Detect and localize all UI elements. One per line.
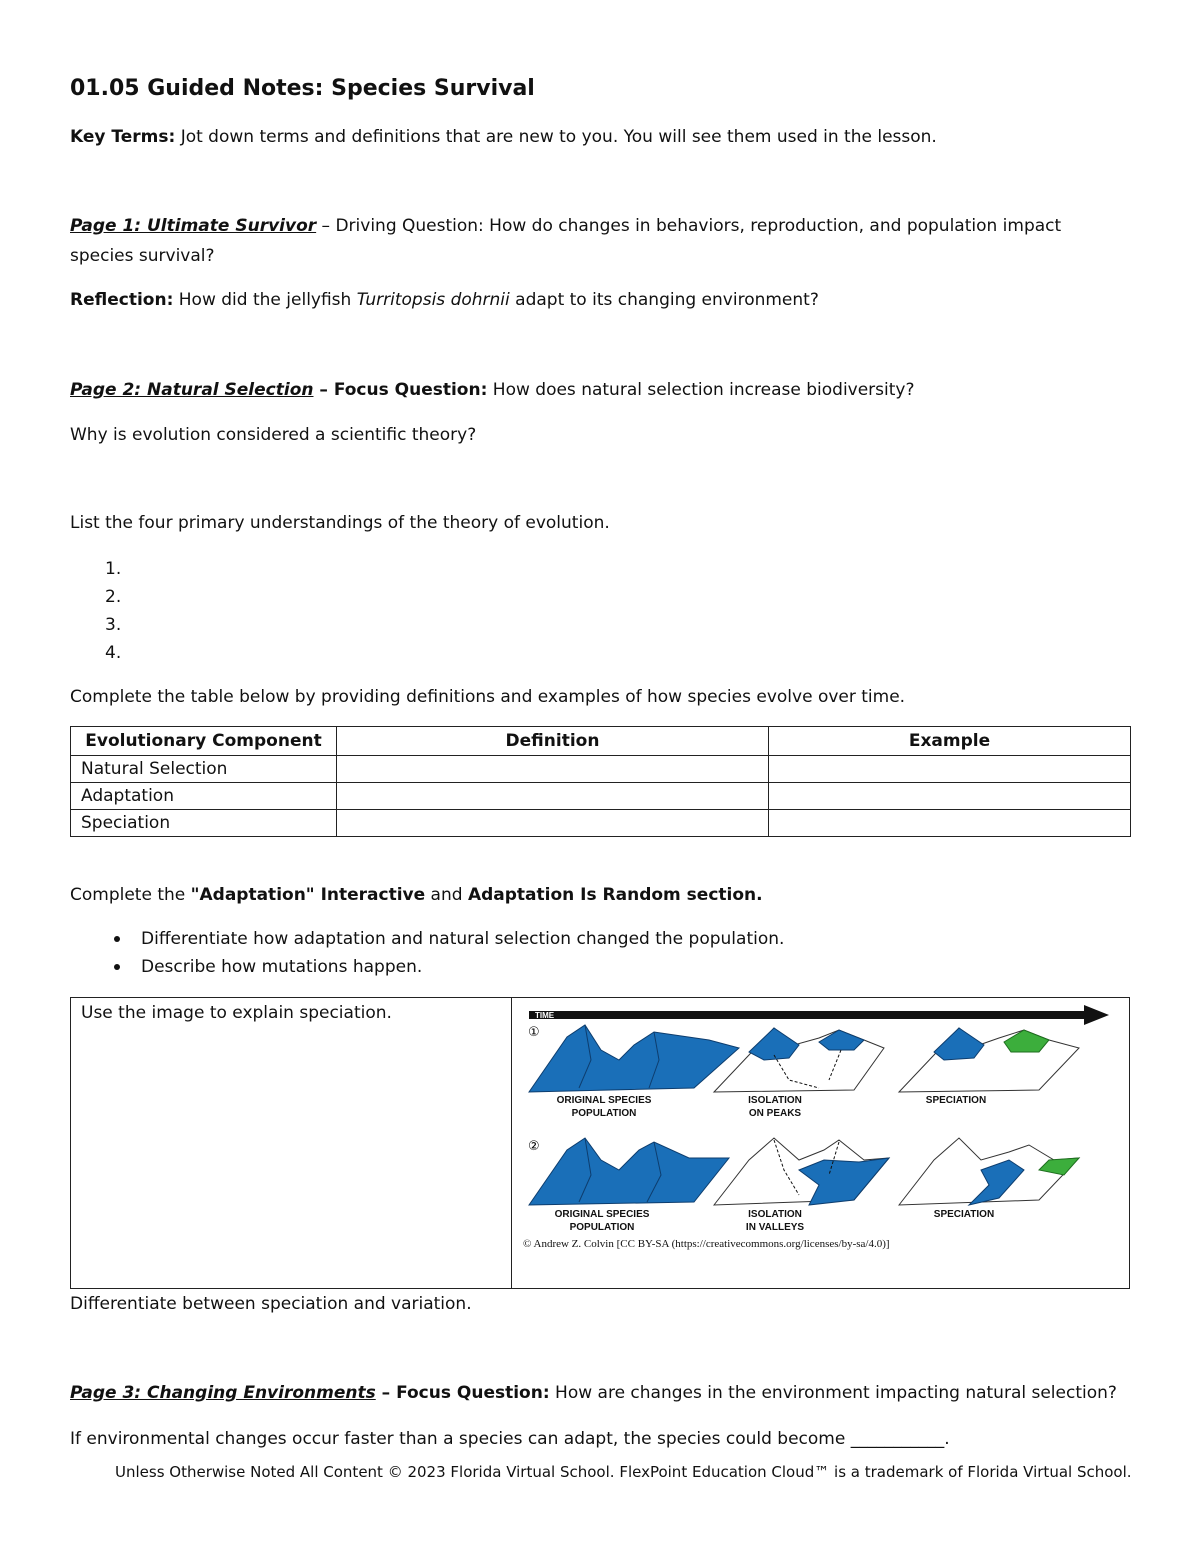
bullet-icon	[114, 964, 120, 970]
key-terms-text: Jot down terms and definitions that are new to you. You will see them used in the lesson.	[175, 127, 937, 147]
table-header: Definition	[337, 727, 769, 756]
reflection-pre: How did the jellyfish	[173, 290, 357, 310]
diff-question: Differentiate between speciation and variation.	[70, 1294, 472, 1314]
table-cell: Adaptation	[71, 783, 337, 810]
footer: Unless Otherwise Noted All Content © 2023 Florida Virtual School. FlexPoint Education Cloud™ is a trademark of Florida Virtual School.	[115, 1463, 1132, 1481]
reflection-post: adapt to its changing environment?	[509, 290, 819, 310]
label-original-1: ORIGINAL SPECIES POPULATION	[556, 1095, 652, 1119]
table-prompt: Complete the table below by providing definitions and examples of how species evolve over time.	[70, 687, 906, 707]
label-original-2: ORIGINAL SPECIES POPULATION	[554, 1209, 650, 1233]
label-speciation-2: SPECIATION	[933, 1209, 995, 1220]
label-speciation-1: SPECIATION	[925, 1095, 987, 1106]
bullet-item: Differentiate how adaptation and natural selection changed the population.	[141, 929, 785, 949]
marker-1: ①	[528, 1025, 540, 1040]
time-arrow	[529, 1005, 1109, 1025]
page2-focus-text: How does natural selection increase biodiversity?	[487, 380, 915, 400]
fill-blank: If environmental changes occur faster than a species can adapt, the species could become ___________.	[70, 1429, 950, 1449]
table-cell: Natural Selection	[71, 756, 337, 783]
row2-speciation	[899, 1138, 1079, 1205]
page2-dash: –	[313, 380, 334, 400]
marker-2: ②	[528, 1139, 540, 1154]
interactive-line	[70, 885, 763, 905]
example-cell[interactable]	[769, 783, 1131, 810]
answer-area[interactable]	[81, 1030, 491, 1280]
list-item: 2.	[105, 587, 122, 607]
page1-question-line2: species survival?	[70, 246, 215, 266]
why-question: Why is evolution considered a scientific theory?	[70, 425, 477, 445]
list-prompt: List the four primary understandings of the theory of evolution.	[70, 513, 610, 533]
label-isolation-peaks: ISOLATION ON PEAKS	[748, 1095, 802, 1119]
page2-heading: Page 2: Natural Selection	[70, 380, 314, 400]
definition-cell[interactable]	[337, 756, 769, 783]
bullet-item: Describe how mutations happen.	[141, 957, 423, 977]
reflection-label: Reflection:	[70, 290, 174, 310]
definition-cell[interactable]	[337, 810, 769, 837]
page3-dash: –	[375, 1383, 397, 1403]
row1-speciation	[899, 1028, 1079, 1092]
page3-heading-line	[70, 1383, 1117, 1403]
table-header: Example	[769, 727, 1131, 756]
interactive-mid: and	[425, 885, 468, 905]
table-row	[71, 756, 1131, 783]
bullet-icon	[114, 936, 120, 942]
image-prompt: Use the image to explain speciation.	[81, 1003, 392, 1023]
interactive-pre: Complete the	[70, 885, 191, 905]
row1-original-population	[529, 1025, 739, 1092]
reflection-species: Turritopsis dohrnii	[356, 290, 510, 310]
table-header-row	[71, 727, 1131, 756]
key-terms-line	[70, 127, 937, 147]
image-credit: © Andrew Z. Colvin [CC BY-SA (https://creativecommons.org/licenses/by-sa/4.0)]	[523, 1238, 890, 1250]
list-item: 3.	[105, 615, 122, 635]
row1-isolation-peaks	[714, 1028, 884, 1092]
example-cell[interactable]	[769, 810, 1131, 837]
page1-question-line1: Driving Question: How do changes in behaviors, reproduction, and population impact	[335, 216, 1062, 236]
page3-heading: Page 3: Changing Environments	[70, 1383, 376, 1403]
reflection-line	[70, 290, 819, 310]
evolution-table	[70, 726, 1131, 837]
row2-isolation-valleys	[714, 1138, 889, 1205]
page1-heading: Page 1: Ultimate Survivor	[70, 216, 317, 236]
table-row	[71, 810, 1131, 837]
page1-heading-line	[70, 216, 1061, 236]
interactive-bold-1: "Adaptation" Interactive	[190, 885, 426, 905]
table-row	[71, 783, 1131, 810]
page3-focus-label: Focus Question:	[396, 1383, 550, 1403]
label-isolation-valleys: ISOLATION IN VALLEYS	[745, 1209, 805, 1233]
table-divider	[511, 998, 512, 1288]
page1-dash: –	[316, 216, 336, 236]
interactive-bold-2: Adaptation Is Random section.	[467, 885, 763, 905]
definition-cell[interactable]	[337, 783, 769, 810]
list-item: 1.	[105, 559, 122, 579]
page3-focus-text: How are changes in the environment impacting natural selection?	[549, 1383, 1117, 1403]
page-title: 01.05 Guided Notes: Species Survival	[70, 76, 535, 101]
speciation-table	[70, 997, 1130, 1289]
table-header: Evolutionary Component	[71, 727, 337, 756]
table-cell: Speciation	[71, 810, 337, 837]
time-label: TIME	[535, 1011, 555, 1020]
list-item: 4.	[105, 643, 122, 663]
row2-original-population	[529, 1138, 729, 1205]
example-cell[interactable]	[769, 756, 1131, 783]
key-terms-label: Key Terms:	[70, 127, 176, 147]
page2-focus-label: Focus Question:	[333, 380, 488, 400]
page2-heading-line	[70, 380, 915, 400]
